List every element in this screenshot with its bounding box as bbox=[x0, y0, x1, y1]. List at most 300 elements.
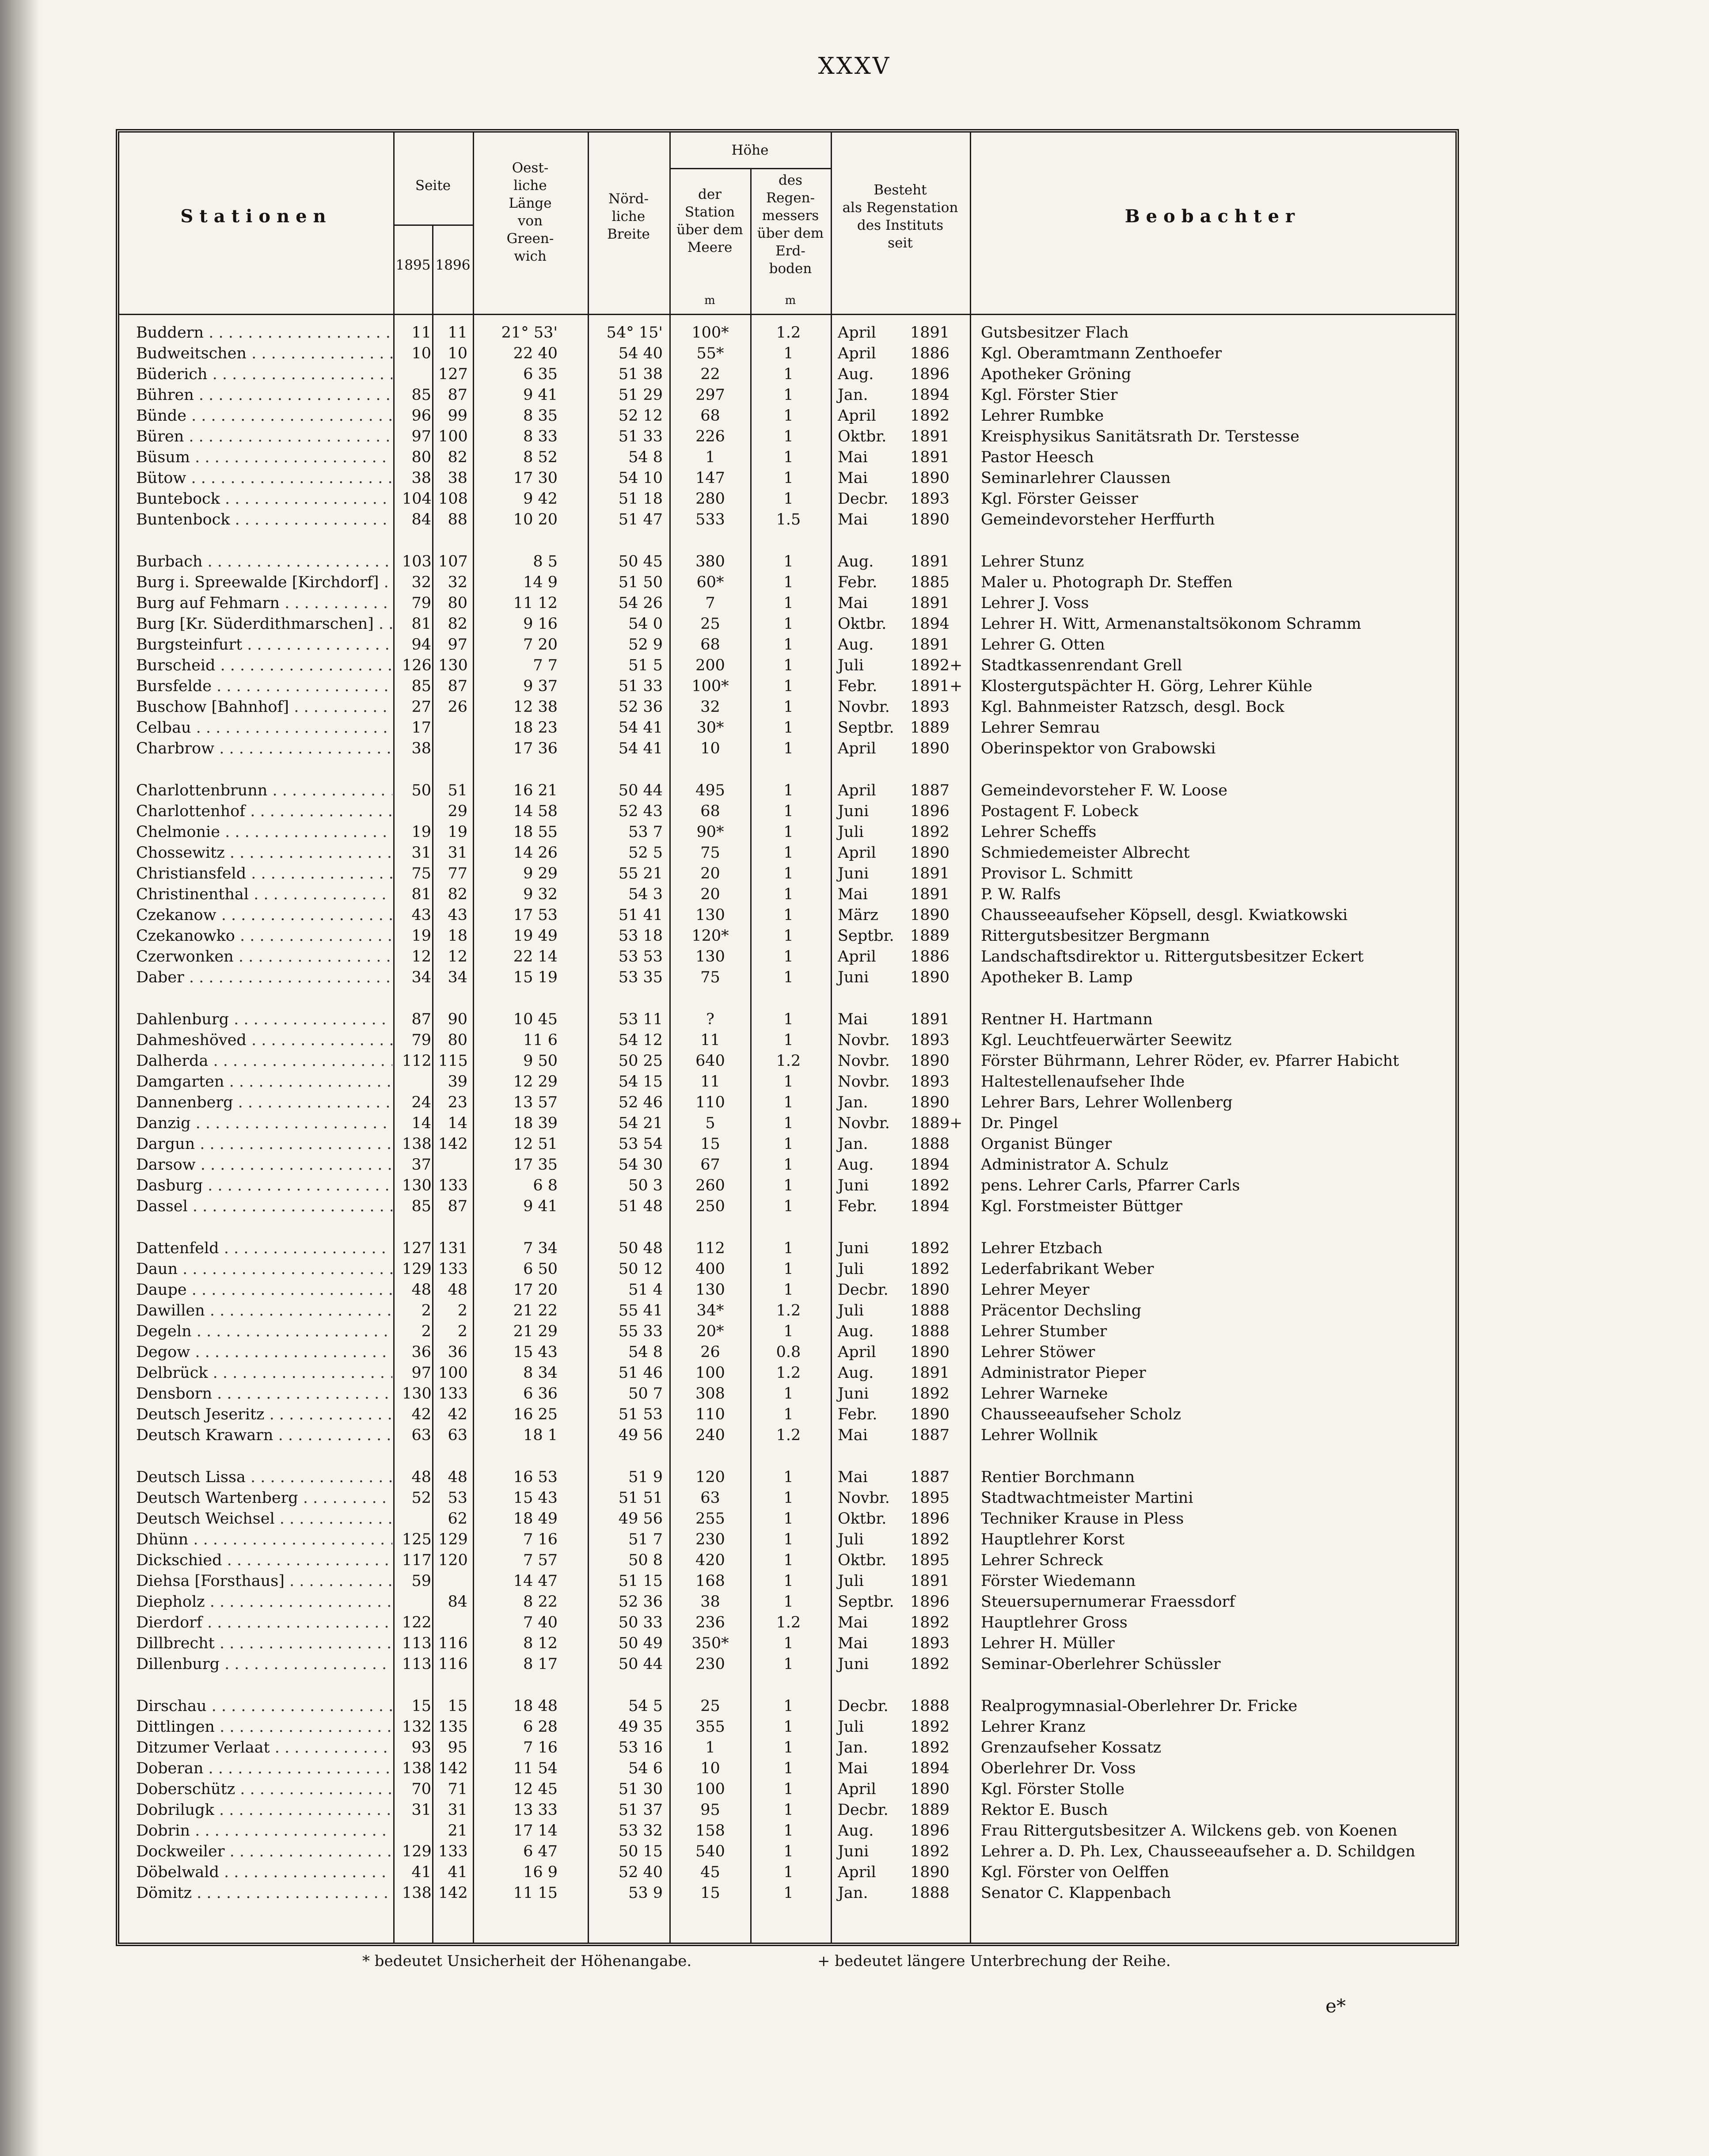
page-1896: 87 bbox=[448, 386, 467, 404]
gauge-height: 1 bbox=[783, 428, 794, 445]
since-month: Mai bbox=[838, 1760, 868, 1777]
longitude: 7 20 bbox=[523, 636, 558, 654]
observer: Lehrer Scheffs bbox=[981, 823, 1097, 841]
since-month: Novbr. bbox=[838, 1114, 890, 1132]
latitude: 53 16 bbox=[618, 1739, 663, 1757]
since-year: 1892 bbox=[910, 407, 950, 425]
since-year: 1894 bbox=[910, 615, 950, 633]
since-month: Aug. bbox=[838, 365, 874, 383]
header-laenge: Oest- liche Länge von Green- wich bbox=[506, 160, 554, 264]
observer: Lehrer Bars, Lehrer Wollenberg bbox=[981, 1094, 1233, 1111]
since-month: Mai bbox=[838, 1011, 868, 1028]
gauge-height: 1 bbox=[783, 1323, 794, 1340]
gauge-height: 1 bbox=[783, 948, 794, 966]
station-name: Büsum . . . bbox=[136, 447, 392, 468]
page-1895: 138 bbox=[402, 1135, 432, 1153]
page-1895: 104 bbox=[402, 490, 432, 508]
since-month: April bbox=[838, 324, 876, 342]
since-year: 1896 bbox=[910, 1593, 950, 1611]
longitude: 9 41 bbox=[523, 1198, 558, 1215]
longitude: 12 45 bbox=[513, 1780, 558, 1798]
page-1895: 94 bbox=[411, 636, 431, 654]
latitude: 51 33 bbox=[618, 677, 663, 695]
since-year: 1893 bbox=[910, 698, 950, 716]
station-height: 1 bbox=[705, 449, 715, 466]
station-name: Celbau . . . bbox=[136, 718, 392, 738]
longitude: 8 22 bbox=[523, 1593, 558, 1611]
latitude: 52 36 bbox=[618, 1593, 663, 1611]
gauge-height: 1 bbox=[783, 782, 794, 799]
page-1896: 107 bbox=[438, 553, 468, 570]
since-month: März bbox=[838, 906, 878, 924]
latitude: 55 21 bbox=[618, 865, 663, 882]
since-month: Mai bbox=[838, 1426, 868, 1444]
station-name: Bursfelde . . . bbox=[136, 676, 392, 697]
observer: Förster Bührmann, Lehrer Röder, ev. Pfarrer Habicht bbox=[981, 1052, 1399, 1070]
since-year: 1890 bbox=[910, 1052, 950, 1070]
page-1896: 32 bbox=[448, 574, 467, 591]
longitude: 8 33 bbox=[523, 428, 558, 445]
since-year: 1896 bbox=[910, 1822, 950, 1840]
since-year: 1891+ bbox=[910, 677, 963, 695]
page-1896: 11 bbox=[448, 324, 467, 342]
longitude: 12 29 bbox=[513, 1073, 558, 1091]
station-height: 495 bbox=[695, 782, 725, 799]
gauge-height: 1 bbox=[783, 553, 794, 570]
gauge-height: 1 bbox=[783, 1843, 794, 1860]
station-height: 147 bbox=[695, 469, 725, 487]
latitude: 54 15 bbox=[618, 1073, 663, 1091]
header-stationen: Stationen bbox=[180, 206, 332, 227]
observer: Stadtkassenrendant Grell bbox=[981, 657, 1182, 674]
gauge-height: 1 bbox=[783, 719, 794, 737]
page-1896: 48 bbox=[448, 1468, 467, 1486]
page-1895: 117 bbox=[402, 1551, 432, 1569]
since-month: Jan. bbox=[838, 1739, 868, 1757]
station-name: Burbach . . . bbox=[136, 551, 392, 572]
header-besteht: Besteht als Regenstation des Instituts seit bbox=[842, 182, 958, 251]
since-year: 1885 bbox=[910, 574, 950, 591]
latitude: 51 29 bbox=[618, 386, 663, 404]
since-month: Novbr. bbox=[838, 1489, 890, 1507]
since-month: Novbr. bbox=[838, 1031, 890, 1049]
header-rule bbox=[119, 314, 1455, 315]
latitude: 51 18 bbox=[618, 490, 663, 508]
station-name: Burg i. Spreewalde [Kirchdorf] . . . bbox=[136, 572, 392, 593]
station-height: 236 bbox=[695, 1614, 725, 1631]
table-row bbox=[119, 364, 1455, 385]
since-month: Novbr. bbox=[838, 698, 890, 716]
since-month: Aug. bbox=[838, 1156, 874, 1174]
latitude: 50 44 bbox=[618, 782, 663, 799]
observer: Schmiedemeister Albrecht bbox=[981, 844, 1190, 862]
since-year: 1890 bbox=[910, 1343, 950, 1361]
page-1896: 87 bbox=[448, 677, 467, 695]
page-1895: 11 bbox=[411, 324, 431, 342]
latitude: 51 53 bbox=[618, 1406, 663, 1423]
page-1896: 80 bbox=[448, 1031, 467, 1049]
since-year: 1891 bbox=[910, 886, 950, 903]
gauge-height: 1 bbox=[783, 1739, 794, 1757]
longitude: 8 17 bbox=[523, 1655, 558, 1673]
page-1896: 116 bbox=[438, 1655, 468, 1673]
observer: Realprogymnasial-Oberlehrer Dr. Fricke bbox=[981, 1697, 1298, 1715]
table-row bbox=[119, 1342, 1455, 1363]
since-year: 1896 bbox=[910, 365, 950, 383]
since-month: Juli bbox=[838, 1302, 864, 1319]
since-month: Mai bbox=[838, 886, 868, 903]
page-1895: 79 bbox=[411, 1031, 431, 1049]
observer: Rentier Borchmann bbox=[981, 1468, 1135, 1486]
longitude: 11 6 bbox=[523, 1031, 558, 1049]
latitude: 54 40 bbox=[618, 345, 663, 362]
station-name: Darsow . . . bbox=[136, 1155, 392, 1175]
table-row bbox=[119, 1009, 1455, 1030]
station-height: 120 bbox=[695, 1468, 725, 1486]
table-row bbox=[119, 1717, 1455, 1738]
page-1896: 100 bbox=[438, 1364, 468, 1382]
page-1896: 133 bbox=[438, 1385, 468, 1403]
page-1896: 95 bbox=[448, 1739, 467, 1757]
page-1896: 88 bbox=[448, 511, 467, 529]
since-month: Oktbr. bbox=[838, 615, 887, 633]
gauge-height: 1 bbox=[783, 1510, 794, 1528]
footnote-star: * bedeutet Unsicherheit der Höhenangabe. bbox=[362, 1952, 692, 1970]
station-height: 226 bbox=[695, 428, 725, 445]
page-1895: 15 bbox=[411, 1697, 431, 1715]
page-1895: 10 bbox=[411, 345, 431, 362]
table-row bbox=[119, 572, 1455, 593]
longitude: 17 53 bbox=[513, 906, 558, 924]
gauge-height: 1 bbox=[783, 1718, 794, 1736]
since-month: Mai bbox=[838, 594, 868, 612]
page-1896: 99 bbox=[448, 407, 467, 425]
station-height: 380 bbox=[695, 553, 725, 570]
latitude: 52 9 bbox=[628, 636, 663, 654]
latitude: 54 8 bbox=[628, 449, 663, 466]
since-year: 1891 bbox=[910, 594, 950, 612]
observer: Lehrer Stöwer bbox=[981, 1343, 1095, 1361]
gauge-height: 1 bbox=[783, 1801, 794, 1819]
gauge-height: 1 bbox=[783, 1011, 794, 1028]
observer: Kgl. Förster Stier bbox=[981, 386, 1118, 404]
gauge-height: 0.8 bbox=[776, 1343, 801, 1361]
station-height: 168 bbox=[695, 1572, 725, 1590]
station-name: Burgsteinfurt . . . bbox=[136, 635, 392, 655]
station-name: Budweitschen . . . bbox=[136, 343, 392, 364]
since-year: 1895 bbox=[910, 1489, 950, 1507]
since-month: Juli bbox=[838, 823, 864, 841]
station-name: Charlottenhof . . . bbox=[136, 801, 392, 822]
since-month: Mai bbox=[838, 469, 868, 487]
since-year: 1894 bbox=[910, 1198, 950, 1215]
observer: Provisor L. Schmitt bbox=[981, 865, 1133, 882]
page-1895: 43 bbox=[411, 906, 431, 924]
since-month: Febr. bbox=[838, 1198, 877, 1215]
since-month: Juni bbox=[838, 969, 869, 986]
table-row bbox=[119, 1259, 1455, 1280]
table-row bbox=[119, 926, 1455, 947]
since-year: 1892 bbox=[910, 823, 950, 841]
longitude: 18 23 bbox=[513, 719, 558, 737]
since-month: Jan. bbox=[838, 386, 868, 404]
station-height: 100* bbox=[691, 324, 729, 342]
gauge-height: 1 bbox=[783, 490, 794, 508]
since-month: Decbr. bbox=[838, 1697, 889, 1715]
since-year: 1887 bbox=[910, 782, 950, 799]
station-name: Dierdorf . . . bbox=[136, 1612, 392, 1633]
observer: Chausseeaufseher Köpsell, desgl. Kwiatkowski bbox=[981, 906, 1348, 924]
since-month: Aug. bbox=[838, 1364, 874, 1382]
page-1896: 2 bbox=[457, 1302, 467, 1319]
table-row bbox=[119, 1155, 1455, 1175]
longitude: 8 34 bbox=[523, 1364, 558, 1382]
since-year: 1888 bbox=[910, 1135, 950, 1153]
gauge-height: 1 bbox=[783, 677, 794, 695]
page-1895: 75 bbox=[411, 865, 431, 882]
gauge-height: 1.2 bbox=[776, 1614, 801, 1631]
latitude: 51 37 bbox=[618, 1801, 663, 1819]
since-month: Septbr. bbox=[838, 927, 894, 945]
latitude: 53 7 bbox=[628, 823, 663, 841]
table-row bbox=[119, 489, 1455, 510]
page-1895: 113 bbox=[402, 1635, 432, 1652]
gauge-height: 1 bbox=[783, 365, 794, 383]
table-row bbox=[119, 1800, 1455, 1821]
latitude: 51 41 bbox=[618, 906, 663, 924]
table-row bbox=[119, 1758, 1455, 1779]
station-name: Bünde . . . bbox=[136, 406, 392, 426]
page-1896: 31 bbox=[448, 1801, 467, 1819]
since-month: Novbr. bbox=[838, 1073, 890, 1091]
since-year: 1887 bbox=[910, 1426, 950, 1444]
gauge-height: 1 bbox=[783, 1177, 794, 1194]
gauge-height: 1 bbox=[783, 823, 794, 841]
gauge-height: 1 bbox=[783, 636, 794, 654]
since-month: Juni bbox=[838, 865, 869, 882]
page-1895: 97 bbox=[411, 1364, 431, 1382]
longitude: 18 1 bbox=[523, 1426, 558, 1444]
since-month: Aug. bbox=[838, 553, 874, 570]
gauge-height: 1.2 bbox=[776, 1052, 801, 1070]
station-height: 5 bbox=[705, 1114, 715, 1132]
latitude: 53 54 bbox=[618, 1135, 663, 1153]
table-row bbox=[119, 1841, 1455, 1862]
since-month: Oktbr. bbox=[838, 428, 887, 445]
table-row bbox=[119, 1488, 1455, 1509]
gauge-height: 1 bbox=[783, 574, 794, 591]
since-year: 1892 bbox=[910, 1177, 950, 1194]
page-1896: 43 bbox=[448, 906, 467, 924]
gauge-height: 1 bbox=[783, 1260, 794, 1278]
table-row bbox=[119, 1550, 1455, 1571]
table-row bbox=[119, 468, 1455, 489]
page-1895: 126 bbox=[402, 657, 432, 674]
gauge-height: 1 bbox=[783, 1551, 794, 1569]
latitude: 51 5 bbox=[628, 657, 663, 674]
station-name: Dömitz . . . bbox=[136, 1883, 392, 1904]
longitude: 7 7 bbox=[533, 657, 558, 674]
latitude: 51 7 bbox=[628, 1531, 663, 1548]
observer: Seminar-Oberlehrer Schüssler bbox=[981, 1655, 1221, 1673]
station-name: Diehsa [Forsthaus] . . . bbox=[136, 1571, 392, 1592]
table-row bbox=[119, 1592, 1455, 1612]
since-month: April bbox=[838, 1780, 876, 1798]
latitude: 51 51 bbox=[618, 1489, 663, 1507]
gauge-height: 1 bbox=[783, 698, 794, 716]
station-height: 10 bbox=[700, 740, 720, 757]
row-group bbox=[119, 1238, 1455, 1446]
observer: Lehrer Meyer bbox=[981, 1281, 1090, 1299]
page-1896: 31 bbox=[448, 844, 467, 862]
latitude: 50 3 bbox=[628, 1177, 663, 1194]
table-row bbox=[119, 947, 1455, 967]
latitude: 54 12 bbox=[618, 1031, 663, 1049]
latitude: 51 38 bbox=[618, 365, 663, 383]
since-year: 1891 bbox=[910, 449, 950, 466]
table-row bbox=[119, 1404, 1455, 1425]
observer: Lehrer Rumbke bbox=[981, 407, 1104, 425]
observer: Gemeindevorsteher Herffurth bbox=[981, 511, 1215, 529]
station-height: 260 bbox=[695, 1177, 725, 1194]
page-1896: 12 bbox=[448, 948, 467, 966]
station-name: Charlottenbrunn . . . bbox=[136, 780, 392, 801]
since-year: 1887 bbox=[910, 1468, 950, 1486]
station-height: 420 bbox=[695, 1551, 725, 1569]
table-row bbox=[119, 1363, 1455, 1384]
gauge-height: 1 bbox=[783, 886, 794, 903]
observer: Rentner H. Hartmann bbox=[981, 1011, 1153, 1028]
observer: Lehrer Semrau bbox=[981, 719, 1100, 737]
station-height: 25 bbox=[700, 615, 720, 633]
longitude: 8 52 bbox=[523, 449, 558, 466]
station-height: 200 bbox=[695, 657, 725, 674]
since-year: 1891 bbox=[910, 636, 950, 654]
station-name: Daun . . . bbox=[136, 1259, 392, 1280]
since-year: 1892 bbox=[910, 1718, 950, 1736]
page-1896: 130 bbox=[438, 657, 468, 674]
page-1896: 84 bbox=[448, 1593, 467, 1611]
longitude: 9 16 bbox=[523, 615, 558, 633]
latitude: 53 11 bbox=[618, 1011, 663, 1028]
page-1896: 142 bbox=[438, 1760, 468, 1777]
gauge-height: 1.5 bbox=[776, 511, 801, 529]
longitude: 9 32 bbox=[523, 886, 558, 903]
observer: Gutsbesitzer Flach bbox=[981, 324, 1129, 342]
page-1896: 82 bbox=[448, 615, 467, 633]
page-1896: 63 bbox=[448, 1426, 467, 1444]
longitude: 6 35 bbox=[523, 365, 558, 383]
latitude: 51 47 bbox=[618, 511, 663, 529]
gauge-height: 1 bbox=[783, 1884, 794, 1902]
latitude: 52 36 bbox=[618, 698, 663, 716]
gauge-height: 1 bbox=[783, 1031, 794, 1049]
gauge-height: 1.2 bbox=[776, 1364, 801, 1382]
longitude: 15 43 bbox=[513, 1343, 558, 1361]
since-year: 1888 bbox=[910, 1302, 950, 1319]
station-height: 75 bbox=[700, 844, 720, 862]
table-row bbox=[119, 593, 1455, 614]
latitude: 54 26 bbox=[618, 594, 663, 612]
latitude: 50 8 bbox=[628, 1551, 663, 1569]
latitude: 50 49 bbox=[618, 1635, 663, 1652]
longitude: 13 33 bbox=[513, 1801, 558, 1819]
gauge-height: 1 bbox=[783, 1406, 794, 1423]
page-1895: 14 bbox=[411, 1114, 431, 1132]
page-1895: 97 bbox=[411, 428, 431, 445]
page-1895: 41 bbox=[411, 1863, 431, 1881]
latitude: 52 5 bbox=[628, 844, 663, 862]
longitude: 6 8 bbox=[533, 1177, 558, 1194]
gauge-height: 1 bbox=[783, 1655, 794, 1673]
gauge-height: 1.2 bbox=[776, 1302, 801, 1319]
page-1896: 10 bbox=[448, 345, 467, 362]
station-name: Burg auf Fehmarn . . . bbox=[136, 593, 392, 614]
gauge-height: 1 bbox=[783, 1593, 794, 1611]
observer: Pastor Heesch bbox=[981, 449, 1094, 466]
latitude: 54 41 bbox=[618, 719, 663, 737]
latitude: 53 32 bbox=[618, 1822, 663, 1840]
latitude: 54 8 bbox=[628, 1343, 663, 1361]
page-1895: 127 bbox=[402, 1240, 432, 1257]
gauge-height: 1.2 bbox=[776, 1426, 801, 1444]
station-name: Czekanowko . . . bbox=[136, 926, 392, 947]
since-year: 1890 bbox=[910, 1406, 950, 1423]
station-height: 297 bbox=[695, 386, 725, 404]
since-month: Mai bbox=[838, 449, 868, 466]
gauge-height: 1 bbox=[783, 844, 794, 862]
table-row bbox=[119, 1633, 1455, 1654]
since-year: 1892 bbox=[910, 1843, 950, 1860]
observer: Kgl. Förster von Oelffen bbox=[981, 1863, 1169, 1881]
table-row bbox=[119, 1529, 1455, 1550]
station-height: 112 bbox=[695, 1240, 725, 1257]
station-name: Diepholz . . . bbox=[136, 1592, 392, 1612]
observer: Senator C. Klappenbach bbox=[981, 1884, 1171, 1902]
observer: Administrator A. Schulz bbox=[981, 1156, 1169, 1174]
page-1896: 42 bbox=[448, 1406, 467, 1423]
station-name: Dahlenburg . . . bbox=[136, 1009, 392, 1030]
page-1895: 48 bbox=[411, 1468, 431, 1486]
gauge-height: 1 bbox=[783, 1135, 794, 1153]
latitude: 49 56 bbox=[618, 1426, 663, 1444]
page-1896: 90 bbox=[448, 1011, 467, 1028]
page-1895: 63 bbox=[411, 1426, 431, 1444]
since-month: Juli bbox=[838, 657, 864, 674]
page-1896: 29 bbox=[448, 802, 467, 820]
table-row bbox=[119, 738, 1455, 759]
station-height: ? bbox=[706, 1011, 714, 1028]
latitude: 52 43 bbox=[618, 802, 663, 820]
since-year: 1892 bbox=[910, 1260, 950, 1278]
station-name: Doberan . . . bbox=[136, 1758, 392, 1779]
observer: Lehrer Etzbach bbox=[981, 1240, 1103, 1257]
longitude: 6 36 bbox=[523, 1385, 558, 1403]
since-year: 1891 bbox=[910, 1572, 950, 1590]
page-1895: 59 bbox=[411, 1572, 431, 1590]
gauge-height: 1 bbox=[783, 865, 794, 882]
page-1895: 42 bbox=[411, 1406, 431, 1423]
longitude: 13 57 bbox=[513, 1094, 558, 1111]
page-1895: 31 bbox=[411, 844, 431, 862]
station-height: 20 bbox=[700, 886, 720, 903]
page-1895: 38 bbox=[411, 469, 431, 487]
station-height: 60* bbox=[696, 574, 724, 591]
page-1896: 120 bbox=[438, 1551, 468, 1569]
station-height: 640 bbox=[695, 1052, 725, 1070]
observer: Präcentor Dechsling bbox=[981, 1302, 1142, 1319]
station-height: 22 bbox=[700, 365, 720, 383]
